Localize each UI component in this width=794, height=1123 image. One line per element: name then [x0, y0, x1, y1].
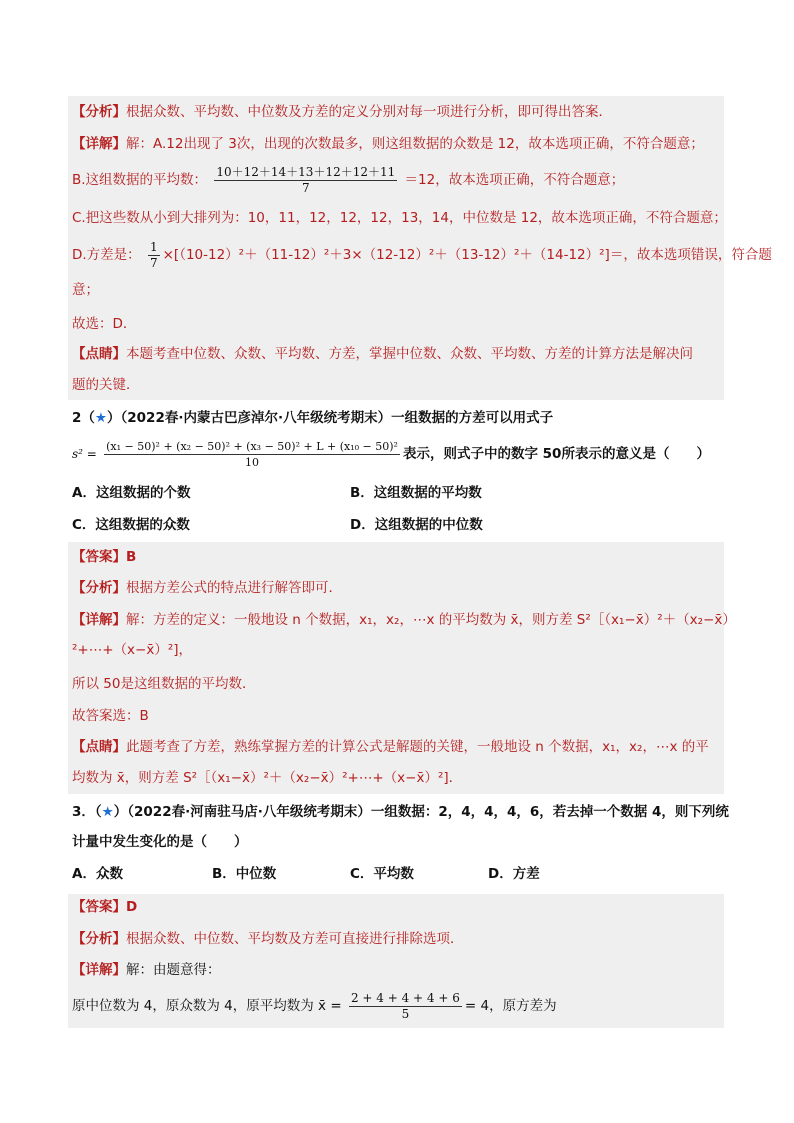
q2-answer: 【答案】B [72, 549, 137, 565]
q1-detail-c: C.把这些数从小到大排列为：10，11，12，12，12，13，14，中位数是 12，故本选项正确，不符合题意； [72, 210, 727, 226]
q3-option-c[interactable]: C．平均数 [350, 866, 414, 882]
q1-comment: 【点睛】本题考查中位数、众数、平均数、方差，掌握中位数、众数、平均数、方差的计算方法是解决问 [72, 346, 693, 362]
q2-analysis: 【分析】根据方差公式的特点进行解答即可． [72, 580, 342, 596]
q2-option-a[interactable]: A．这组数据的个数 [72, 485, 191, 501]
analysis-tag: 【分析】 [72, 580, 126, 596]
q2-option-c[interactable]: C．这组数据的众数 [72, 517, 190, 533]
q1-detail-a: 【详解】解：A.12出现了 3次，出现的次数最多，则这组数据的众数是 12，故本选项正确，不符合题意； [72, 136, 704, 152]
q3-option-a[interactable]: A．众数 [72, 866, 123, 882]
q1-comment-cont: 题的关键． [72, 377, 140, 393]
q3-option-b[interactable]: B．中位数 [212, 866, 277, 882]
q2-detail: 【详解】解：方差的定义：一般地设 n 个数据，x₁，x₂，⋯x 的平均数为 x̄，则方差 S²［（x₁−x̄）²＋（x₂−x̄） [72, 612, 736, 628]
q3-question: 3．（★）（2022春·河南驻马店·八年级统考期末）一组数据：2，4，4，4，6，若去掉一个数据 4，则下列统 [72, 804, 729, 820]
mean-fraction: $\frac{2 + 4 + 4 + 4 + 6}{5}$ [350, 990, 460, 1021]
q3-answer: 【答案】D [72, 899, 138, 915]
q2-detail-cont: ²+⋯+（x−x̄）²]， [72, 642, 193, 658]
q3-option-d[interactable]: D．方差 [488, 866, 540, 882]
answer-tag: 【答案】 [72, 899, 126, 915]
answer-tag: 【答案】 [72, 549, 126, 565]
q2-detail-conclusion: 所以 50是这组数据的平均数． [72, 676, 256, 692]
q2-comment-cont: 均数为 x̄，则方差 S²［（x₁−x̄）²＋（x₂−x̄）²+⋯+（x−x̄）²]． [72, 770, 463, 786]
q1-detail-b: B.这组数据的平均数： $\frac{10+12+14+13+12+12+11}{7}$ ＝12，故本选项正确，不符合题意； [72, 164, 625, 195]
q1-detail-d: D.方差是： $\frac{1}{7}$ ×[（10-12）²＋（11-12）²＋3×（12-12）²＋（13-12）²＋（14-12）²]＝，故本选项错误，符合题 [72, 239, 772, 270]
comment-tag: 【点睛】 [72, 739, 126, 755]
analysis-tag: 【分析】 [72, 931, 126, 947]
variance-fraction: $\frac{1}{7}$ [149, 239, 158, 270]
q2-comment: 【点睛】此题考查了方差，熟练掌握方差的计算公式是解题的关键，一般地设 n 个数据，x₁，x₂，⋯x 的平 [72, 739, 709, 755]
analysis-tag: 【分析】 [72, 104, 126, 120]
detail-tag: 【详解】 [72, 612, 126, 628]
detail-tag: 【详解】 [72, 136, 126, 152]
q2-choice: 故答案选：B [72, 708, 149, 724]
q3-detail: 【详解】解：由题意得： [72, 962, 221, 978]
star-icon: ★ [94, 410, 108, 426]
star-icon: ★ [101, 804, 114, 820]
q1-detail-d-cont: 意； [72, 282, 99, 298]
q3-question-cont: 计量中发生变化的是（ ） [72, 834, 248, 850]
variance-formula-fraction: $\frac{\text{(x₁ − 50)² + (x₂ − 50)² + (x₃ − 50)² + L + (x₁₀ − 50)²}}{10}$ [106, 439, 398, 469]
comment-tag: 【点睛】 [72, 346, 126, 362]
mean-fraction: $\frac{10+12+14+13+12+12+11}{7}$ [216, 164, 396, 195]
detail-tag: 【详解】 [72, 962, 126, 978]
q2-formula: s² = $\frac{\text{(x₁ − 50)² + (x₂ − 50)² + (x₃ − 50)² + L + (x₁₀ − 50)²}}{10}$ 表示，则式子中的数字 50所表示的意义是（ ） [72, 439, 710, 469]
q3-analysis: 【分析】根据众数、中位数、平均数及方差可直接进行排除选项． [72, 931, 464, 947]
q1-choice: 故选：D． [72, 316, 137, 332]
q2-question: 2（★）（2022春·内蒙古巴彦淖尔·八年级统考期末）一组数据的方差可以用式子 [72, 410, 554, 426]
q3-detail-cont: 原中位数为 4，原众数为 4，原平均数为 x̄ = $\frac{2 + 4 + 4 + 4 + 6}{5}$ = 4，原方差为 [72, 990, 557, 1021]
q2-option-b[interactable]: B．这组数据的平均数 [350, 485, 482, 501]
q2-option-d[interactable]: D．这组数据的中位数 [350, 517, 483, 533]
q1-analysis: 【分析】根据众数、平均数、中位数及方差的定义分别对每一项进行分析，即可得出答案． [72, 104, 612, 120]
